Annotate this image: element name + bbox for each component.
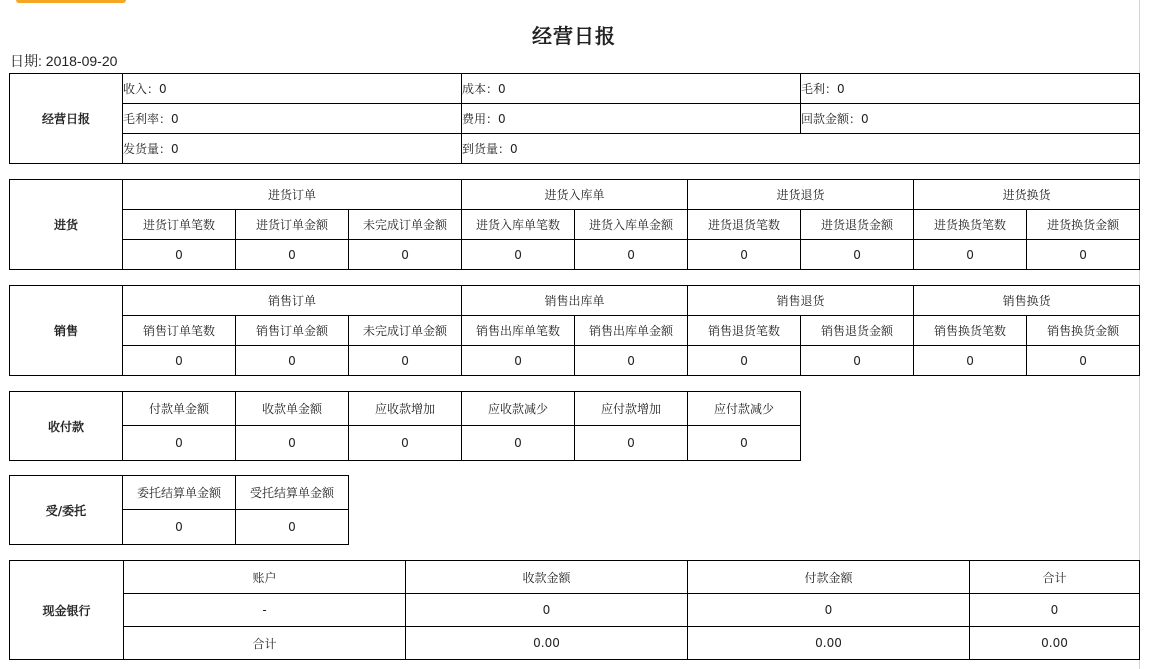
purchase-value: 0 xyxy=(123,240,236,270)
purchase-table xyxy=(9,179,1140,270)
consign-label: 受/委托 xyxy=(10,476,123,545)
sales-column-header: 销售退货金额 xyxy=(801,316,914,346)
consign-column-header: 委托结算单金额 xyxy=(123,476,236,510)
purchase-value: 0 xyxy=(236,240,349,270)
purchase-column-header: 未完成订单金额 xyxy=(349,210,462,240)
gross-margin-cell: 毛利率：0 xyxy=(123,104,462,134)
payments-column-header: 收款单金额 xyxy=(236,392,349,426)
received-qty-cell: 到货量：0 xyxy=(462,134,1140,164)
sales-column-header: 销售退货笔数 xyxy=(688,316,801,346)
sales-table xyxy=(9,285,1140,376)
purchase-label: 进货 xyxy=(10,180,123,270)
cash-payment-value: 0 xyxy=(688,594,970,627)
sales-column-header: 销售换货金额 xyxy=(1027,316,1140,346)
purchase-value: 0 xyxy=(801,240,914,270)
payments-value: 0 xyxy=(575,426,688,461)
top-accent-bar xyxy=(16,0,126,3)
purchase-value: 0 xyxy=(914,240,1027,270)
payments-label: 收付款 xyxy=(10,392,123,461)
cash-bank-label: 现金银行 xyxy=(10,561,124,660)
cash-column-header: 付款金额 xyxy=(688,561,970,594)
sales-value: 0 xyxy=(688,346,801,376)
purchase-column-header: 进货退货金额 xyxy=(801,210,914,240)
purchase-value: 0 xyxy=(349,240,462,270)
sales-value: 0 xyxy=(914,346,1027,376)
purchase-group-header: 进货退货 xyxy=(688,180,914,210)
sales-value: 0 xyxy=(801,346,914,376)
sales-group-header: 销售出库单 xyxy=(462,286,688,316)
sales-value: 0 xyxy=(123,346,236,376)
purchase-column-header: 进货订单金额 xyxy=(236,210,349,240)
cash-total-payment: 0.00 xyxy=(688,627,970,660)
cash-column-header: 收款金额 xyxy=(406,561,688,594)
sales-value: 0 xyxy=(236,346,349,376)
consign-column-header: 受托结算单金额 xyxy=(236,476,349,510)
sales-column-header: 销售订单金额 xyxy=(236,316,349,346)
purchase-column-header: 进货订单笔数 xyxy=(123,210,236,240)
consign-table xyxy=(9,475,349,545)
purchase-column-header: 进货入库单笔数 xyxy=(462,210,575,240)
purchase-group-header: 进货换货 xyxy=(914,180,1140,210)
payments-column-header: 应付款减少 xyxy=(688,392,801,426)
expense-cell: 费用：0 xyxy=(462,104,801,134)
consign-value: 0 xyxy=(123,510,236,545)
sales-value: 0 xyxy=(575,346,688,376)
cash-total-value: 0 xyxy=(970,594,1140,627)
payments-column-header: 应付款增加 xyxy=(575,392,688,426)
sales-value: 0 xyxy=(349,346,462,376)
cash-account-value: - xyxy=(124,594,406,627)
purchase-column-header: 进货换货笔数 xyxy=(914,210,1027,240)
payments-column-header: 应收款增加 xyxy=(349,392,462,426)
collection-amount-cell: 回款金额：0 xyxy=(801,104,1140,134)
purchase-column-header: 进货退货笔数 xyxy=(688,210,801,240)
income-cell: 收入：0 xyxy=(123,74,462,104)
purchase-value: 0 xyxy=(575,240,688,270)
cash-receipt-value: 0 xyxy=(406,594,688,627)
purchase-value: 0 xyxy=(462,240,575,270)
consign-value: 0 xyxy=(236,510,349,545)
cost-cell: 成本：0 xyxy=(462,74,801,104)
report-date: 日期: 2018-09-20 xyxy=(10,53,118,69)
purchase-column-header: 进货换货金额 xyxy=(1027,210,1140,240)
cash-column-header: 合计 xyxy=(970,561,1140,594)
cash-grand-total: 0.00 xyxy=(970,627,1140,660)
sales-group-header: 销售换货 xyxy=(914,286,1140,316)
sales-column-header: 销售订单笔数 xyxy=(123,316,236,346)
payments-column-header: 付款单金额 xyxy=(123,392,236,426)
sales-value: 0 xyxy=(462,346,575,376)
payments-value: 0 xyxy=(236,426,349,461)
summary-table xyxy=(9,73,1140,164)
summary-label: 经营日报 xyxy=(10,74,123,164)
purchase-value: 0 xyxy=(688,240,801,270)
sales-label: 销售 xyxy=(10,286,123,376)
sales-column-header: 销售出库单笔数 xyxy=(462,316,575,346)
payments-value: 0 xyxy=(462,426,575,461)
cash-total-label: 合计 xyxy=(124,627,406,660)
payments-value: 0 xyxy=(688,426,801,461)
report-title: 经营日报 xyxy=(532,24,616,48)
purchase-group-header: 进货入库单 xyxy=(462,180,688,210)
sales-group-header: 销售订单 xyxy=(123,286,462,316)
shipped-qty-cell: 发货量：0 xyxy=(123,134,462,164)
payments-column-header: 应收款减少 xyxy=(462,392,575,426)
cash-column-header: 账户 xyxy=(124,561,406,594)
payments-value: 0 xyxy=(123,426,236,461)
cash-total-receipt: 0.00 xyxy=(406,627,688,660)
sales-column-header: 未完成订单金额 xyxy=(349,316,462,346)
gross-profit-cell: 毛利：0 xyxy=(801,74,1140,104)
purchase-group-header: 进货订单 xyxy=(123,180,462,210)
payments-value: 0 xyxy=(349,426,462,461)
sales-column-header: 销售换货笔数 xyxy=(914,316,1027,346)
payments-table xyxy=(9,391,801,461)
sales-value: 0 xyxy=(1027,346,1140,376)
cash-bank-table xyxy=(9,560,1140,660)
purchase-column-header: 进货入库单金额 xyxy=(575,210,688,240)
purchase-value: 0 xyxy=(1027,240,1140,270)
sales-column-header: 销售出库单金额 xyxy=(575,316,688,346)
sales-group-header: 销售退货 xyxy=(688,286,914,316)
